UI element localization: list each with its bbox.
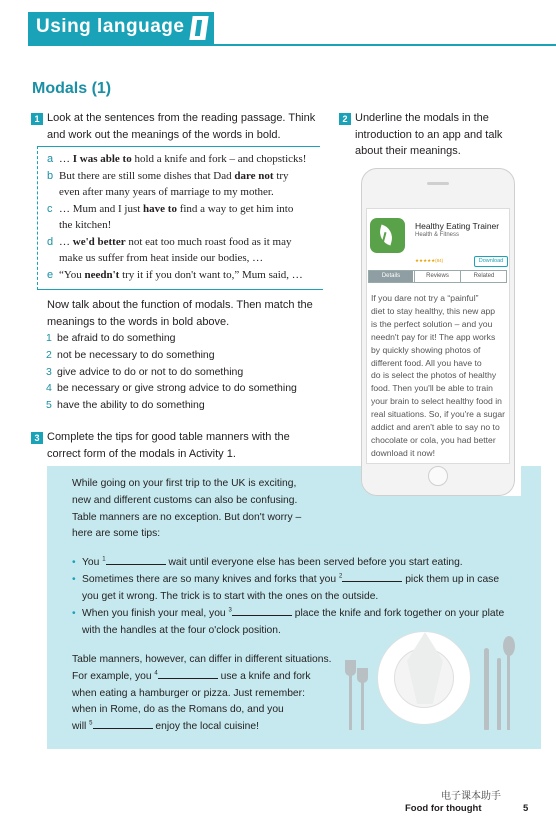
- section-title: Modals (1): [32, 80, 112, 97]
- fork-head-icon: [345, 660, 356, 676]
- sentence-b: b But there are still some dishes that Dad dare not try: [47, 169, 289, 182]
- sentence-c: c … Mum and I just have to find a way to get him into: [47, 202, 294, 215]
- unit-header-title: Using language: [36, 16, 185, 37]
- spoon-icon: [503, 636, 515, 656]
- sentence-e: e “You needn't try it if you don't want to,” Mum said, …: [47, 268, 303, 281]
- tab-related[interactable]: Related: [460, 271, 507, 282]
- blank-3[interactable]: [232, 607, 292, 616]
- meaning-item: 5 have the ability to do something: [46, 399, 205, 412]
- activity-1-number: 1: [31, 113, 43, 125]
- tips-outro: Table manners, however, can differ in different situations. For example, you $^4$ use a knife and fork when eating a hamburger or pizza. Just remember: when in Rome, do as the Romans do, and you will $^5$ enjoy the local cuisine!: [72, 654, 332, 733]
- app-category: Health & Fitness: [415, 232, 460, 238]
- activity-2-number: 2: [339, 113, 351, 125]
- header-tab-icon: [189, 16, 208, 40]
- blank-5[interactable]: [93, 720, 153, 729]
- blank-4[interactable]: [158, 670, 218, 679]
- spoon-handle: [507, 654, 510, 730]
- fork-head-icon: [357, 668, 368, 683]
- blank-1[interactable]: [106, 556, 166, 565]
- app-name: Healthy Eating Trainer: [415, 221, 500, 231]
- activity-3-number: 3: [31, 432, 43, 444]
- tip-2: • Sometimes there are so many knives and forks that you $^2$ pick them up in case you get it wrong. The trick is to start with the ones on the outside.: [72, 573, 500, 602]
- meaning-item: 3 give advice to do or not to do something: [46, 365, 244, 378]
- phone-speaker: [427, 182, 449, 185]
- page-number: 5: [523, 803, 529, 814]
- activity-1-instruction: Look at the sentences from the reading passage. Think and work out the meanings of the words in bold.: [47, 112, 316, 141]
- header-rule: [28, 44, 556, 46]
- app-rating: ★★★★★(84): [415, 258, 444, 263]
- sentence-d: d … we'd better not eat too much roast food as it may: [47, 235, 292, 248]
- tip-3: • When you finish your meal, you $^3$ place the knife and fork together on your plate with the handles at the four o'clock position.: [72, 607, 505, 636]
- app-description: If you dare not try a “painful” diet to stay healthy, this new app is the perfect solution – and you needn't pay for it! The app works by quickly showing photos of different food. All you have to do is select the photos of healthy food. Then you'll be able to train your brain to select healthy food in real situations. So, if you're a sugar addict and aren't able to say no to chocolate or cola, you had better download it now!: [371, 293, 505, 458]
- tips-intro: While going on your first trip to the UK is exciting, new and different customs can also be confusing. Table manners are no exception. But don't worry – here are some tips:: [72, 478, 302, 540]
- sentence-list: a … I was able to hold a knife and fork – and chopsticks! b But there are still some dishes that Dad dare not try even after many years of marriage to my mother. c … Mum and I just have to find a way to get him into the kitchen! d … we'd better not eat too much roast food as it may make us suffer from heat inside our bodies, … e “You needn't try it if you don't want to,” Mum said, …: [47, 151, 332, 283]
- watermark: 电子课本助手: [441, 791, 501, 802]
- tab-reviews[interactable]: Reviews: [414, 271, 460, 282]
- activity-3-instruction: Complete the tips for good table manners with the correct form of the modals in Activity 1.: [47, 431, 290, 460]
- blank-2[interactable]: [342, 573, 402, 582]
- sentence-a: a … I was able to hold a knife and fork – and chopsticks!: [47, 153, 307, 165]
- knife-icon: [484, 648, 489, 730]
- app-tabs: [368, 270, 507, 283]
- meanings-list: [46, 330, 297, 414]
- knife-icon: [497, 658, 501, 730]
- meaning-item: 2 not be necessary to do something: [46, 348, 215, 361]
- tip-1: • You $^1$ wait until everyone else has been served before you start eating.: [72, 556, 463, 568]
- phone-home-button: [428, 466, 448, 486]
- download-button[interactable]: Download: [474, 256, 508, 267]
- activity-2-instruction: Underline the modals in the introduction to an app and talk about their meanings.: [355, 112, 503, 157]
- footer-title: Food for thought: [405, 803, 482, 814]
- activity-1-instruction-2: Now talk about the function of modals. Then match the meanings to the words in bold above.: [47, 299, 313, 328]
- tab-details[interactable]: Details: [369, 271, 413, 282]
- meaning-item: 4 be necessary or give strong advice to do something: [46, 382, 297, 395]
- meaning-item: 1 be afraid to do something: [46, 332, 176, 344]
